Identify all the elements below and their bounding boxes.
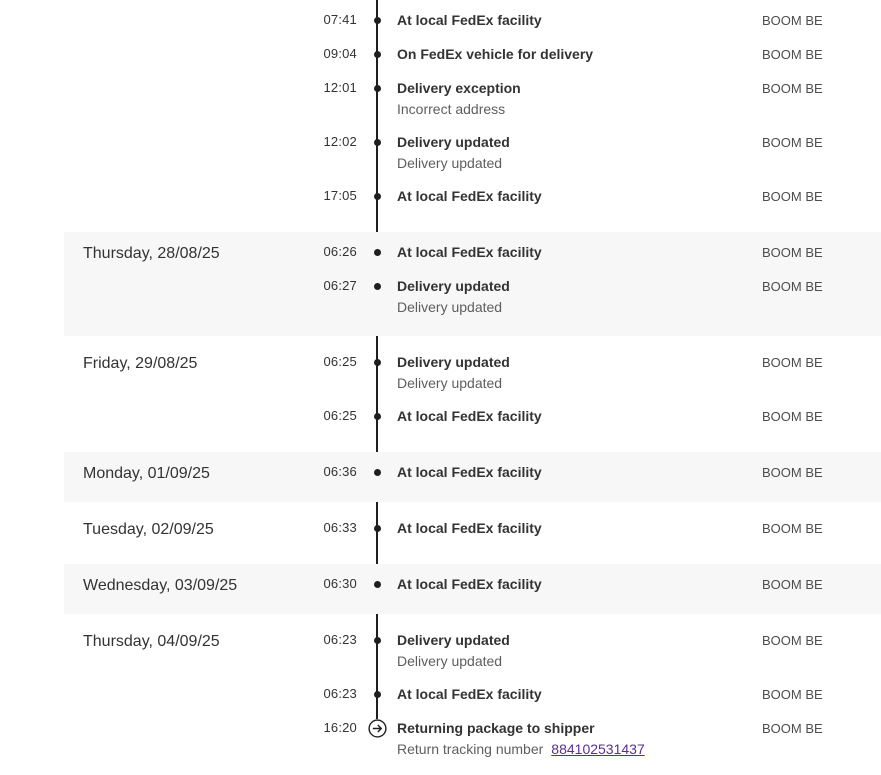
- events-column: [254, 244, 881, 332]
- events-column: [254, 576, 881, 610]
- event-location: BOOM BE: [762, 633, 823, 648]
- timeline-gutter: [357, 632, 397, 669]
- timeline-dot-icon: [374, 51, 381, 58]
- event-title: At local FedEx facility: [397, 686, 542, 702]
- event-time: 09:04: [323, 46, 357, 61]
- timeline-dot-icon: [374, 249, 381, 256]
- events-column: [254, 520, 881, 554]
- event-text: [397, 520, 762, 537]
- event-subtitle: Delivery updated: [397, 653, 503, 669]
- return-tracking-label: Return tracking number: [397, 741, 544, 757]
- event-location: BOOM BE: [762, 279, 823, 294]
- timeline-dot-icon: [374, 413, 381, 420]
- event-row: [254, 188, 881, 205]
- event-title: Delivery updated: [397, 278, 510, 294]
- event-time: 06:25: [323, 408, 357, 423]
- event-row: [254, 278, 881, 315]
- timeline-gutter: [357, 134, 397, 171]
- event-text: [397, 464, 762, 481]
- events-column: [254, 632, 881, 774]
- timeline-dot-icon: [374, 469, 381, 476]
- event-location: BOOM BE: [762, 13, 823, 28]
- event-row: [254, 134, 881, 171]
- event-text: [397, 408, 762, 425]
- event-text: [397, 188, 762, 205]
- return-tracking-link[interactable]: 884102531437: [551, 741, 645, 757]
- event-text: [397, 12, 762, 29]
- timeline-gutter: [357, 464, 397, 481]
- event-title: At local FedEx facility: [397, 12, 542, 28]
- event-row: [254, 354, 881, 391]
- timeline-gutter: [357, 80, 397, 117]
- date-label: Thursday, 04/09/25: [83, 633, 220, 650]
- event-location: BOOM BE: [762, 409, 823, 424]
- event-title: At local FedEx facility: [397, 408, 542, 424]
- timeline-section: [64, 232, 881, 336]
- date-label: [64, 12, 254, 222]
- timeline-dot-icon: [374, 85, 381, 92]
- events-column: [254, 354, 881, 442]
- event-location: BOOM BE: [762, 521, 823, 536]
- timeline-dot-icon: [374, 525, 381, 532]
- date-label: Wednesday, 03/09/25: [83, 577, 238, 594]
- date-label: Thursday, 28/08/25: [83, 245, 220, 262]
- timeline-dot-icon: [374, 581, 381, 588]
- event-text: [397, 632, 762, 669]
- event-text: [397, 278, 762, 315]
- event-subtitle: Delivery updated: [397, 155, 503, 171]
- event-row: [254, 408, 881, 425]
- event-location: BOOM BE: [762, 81, 823, 96]
- timeline-gutter: [357, 408, 397, 425]
- event-location: BOOM BE: [762, 135, 823, 150]
- event-time: 17:05: [323, 188, 357, 203]
- event-location: BOOM BE: [762, 687, 823, 702]
- event-row: [254, 720, 881, 757]
- event-row: [254, 244, 881, 261]
- event-time: 06:23: [323, 686, 357, 701]
- event-location: BOOM BE: [762, 465, 823, 480]
- event-title: Delivery updated: [397, 632, 510, 648]
- event-time: 06:27: [323, 278, 357, 293]
- event-row: [254, 12, 881, 29]
- event-location: BOOM BE: [762, 721, 823, 736]
- event-subtitle: Incorrect address: [397, 101, 506, 117]
- event-title: On FedEx vehicle for delivery: [397, 46, 594, 62]
- event-location: BOOM BE: [762, 577, 823, 592]
- timeline-gutter: [357, 576, 397, 593]
- timeline-gutter: [357, 354, 397, 391]
- timeline-gutter: [357, 278, 397, 315]
- event-time: 12:01: [323, 80, 357, 95]
- event-time: 06:26: [323, 244, 357, 259]
- event-time: 06:30: [323, 576, 357, 591]
- timeline-section: [64, 508, 881, 558]
- event-row: [254, 632, 881, 669]
- event-title: At local FedEx facility: [397, 576, 542, 592]
- event-text: [397, 354, 762, 391]
- timeline-section: [64, 0, 881, 226]
- event-time: 07:41: [323, 12, 357, 27]
- event-text: [397, 576, 762, 593]
- event-time: 06:23: [323, 632, 357, 647]
- event-text: [397, 46, 762, 63]
- event-location: BOOM BE: [762, 189, 823, 204]
- event-title: At local FedEx facility: [397, 464, 542, 480]
- event-title: Delivery exception: [397, 80, 521, 96]
- timeline-section: [64, 564, 881, 614]
- event-time: 16:20: [323, 720, 357, 735]
- event-time: 06:25: [323, 354, 357, 369]
- event-row: [254, 576, 881, 593]
- event-time: 06:33: [323, 520, 357, 535]
- event-row: [254, 686, 881, 703]
- event-title: Delivery updated: [397, 134, 510, 150]
- event-location: BOOM BE: [762, 245, 823, 260]
- return-tracking-row: [397, 741, 752, 757]
- timeline-section: [64, 452, 881, 502]
- timeline-gutter: [357, 244, 397, 261]
- event-text: [397, 80, 762, 117]
- event-time: 06:36: [323, 464, 357, 479]
- event-text: [397, 134, 762, 171]
- event-title: At local FedEx facility: [397, 244, 542, 260]
- events-column: [254, 12, 881, 222]
- date-label: Friday, 29/08/25: [83, 355, 198, 372]
- timeline-gutter: [357, 686, 397, 703]
- events-column: [254, 464, 881, 498]
- event-row: [254, 464, 881, 481]
- event-location: BOOM BE: [762, 47, 823, 62]
- event-time: 12:02: [323, 134, 357, 149]
- timeline-gutter: [357, 12, 397, 29]
- timeline-dot-icon: [374, 359, 381, 366]
- timeline-gutter: [357, 720, 397, 757]
- timeline-gutter: [357, 46, 397, 63]
- timeline-dot-icon: [374, 17, 381, 24]
- event-title: Delivery updated: [397, 354, 510, 370]
- event-text: [397, 720, 762, 757]
- timeline-section: [64, 342, 881, 446]
- event-text: [397, 686, 762, 703]
- event-text: [397, 244, 762, 261]
- event-row: [254, 520, 881, 537]
- event-title: Returning package to shipper: [397, 720, 595, 736]
- date-label: Monday, 01/09/25: [83, 465, 210, 482]
- timeline-dot-icon: [374, 637, 381, 644]
- event-subtitle: Delivery updated: [397, 375, 503, 391]
- timeline-dot-icon: [374, 283, 381, 290]
- timeline-dot-icon: [374, 691, 381, 698]
- event-title: At local FedEx facility: [397, 520, 542, 536]
- timeline-gutter: [357, 188, 397, 205]
- event-subtitle: Delivery updated: [397, 299, 503, 315]
- event-location: BOOM BE: [762, 355, 823, 370]
- date-label: Tuesday, 02/09/25: [83, 521, 214, 538]
- event-row: [254, 46, 881, 63]
- timeline-dot-icon: [374, 139, 381, 146]
- timeline-gutter: [357, 520, 397, 537]
- timeline-dot-icon: [374, 193, 381, 200]
- event-row: [254, 80, 881, 117]
- timeline-section: [64, 620, 881, 775]
- event-title: At local FedEx facility: [397, 188, 542, 204]
- return-to-shipper-icon: [368, 719, 387, 738]
